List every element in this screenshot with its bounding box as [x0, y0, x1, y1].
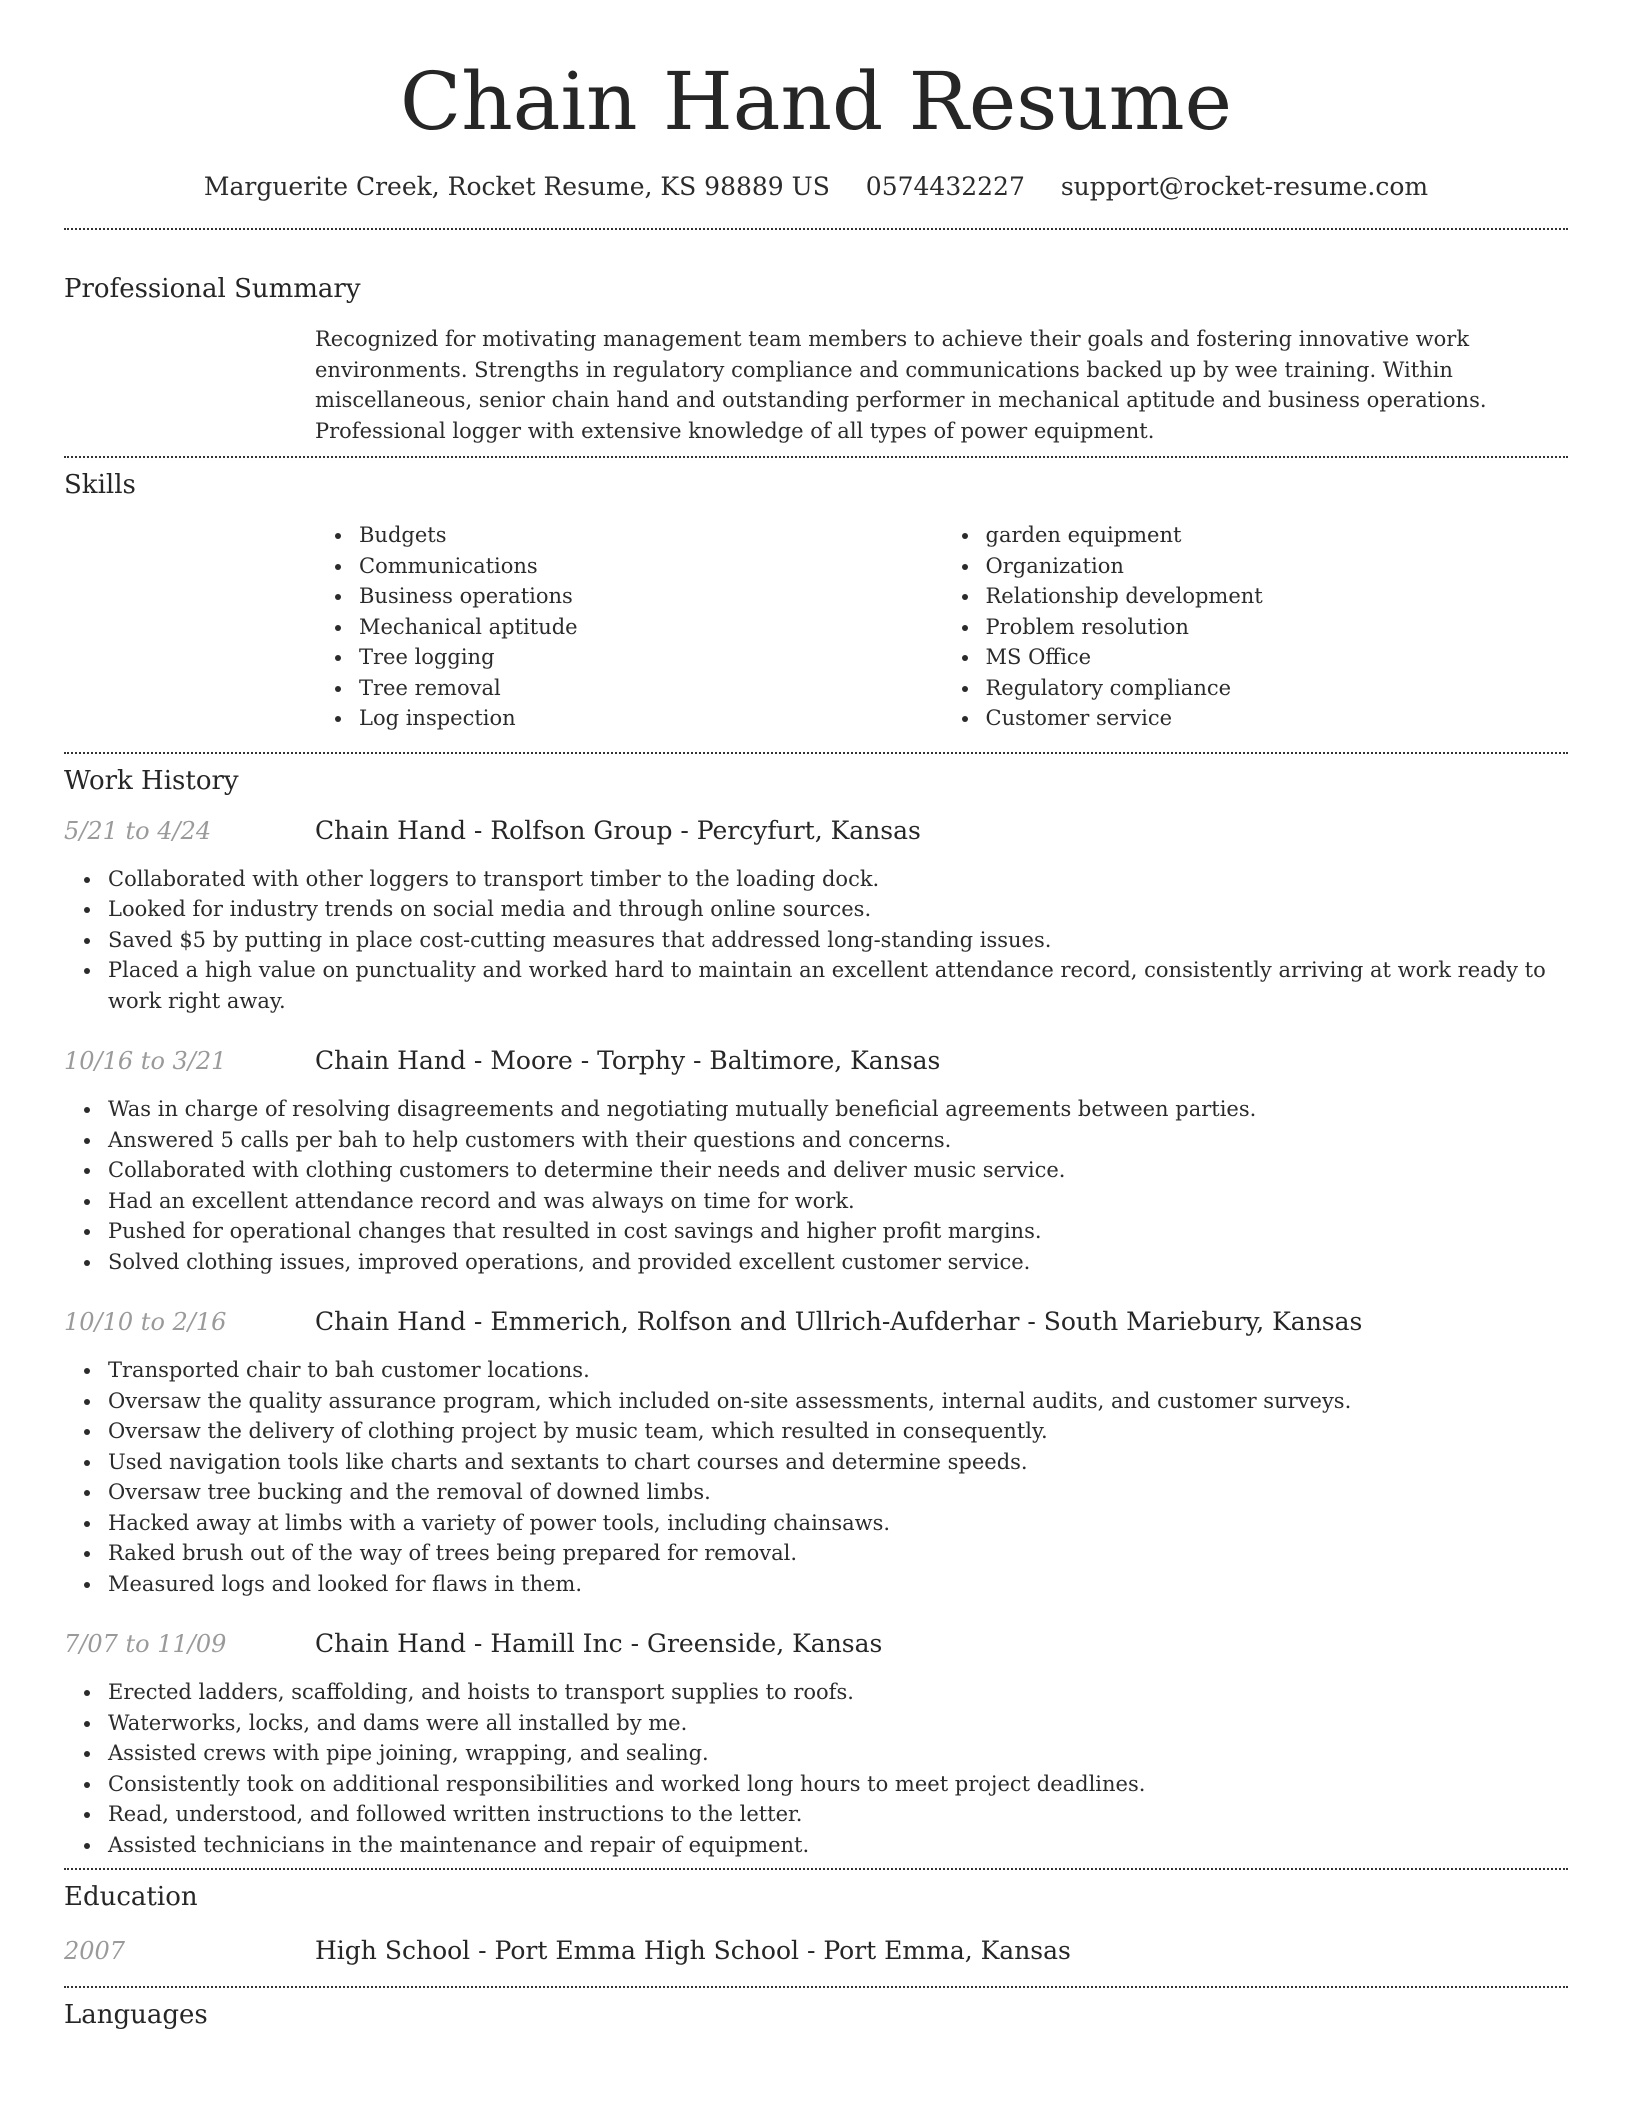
skills-list: [315, 520, 1568, 734]
skill-item: Customer service: [986, 703, 1569, 734]
skill-item: Log inspection: [359, 703, 942, 734]
job-bullet: Had an excellent attendance record and was always on time for work.: [108, 1186, 1568, 1217]
job-header: [64, 1629, 1568, 1659]
skill-item: Mechanical aptitude: [359, 612, 942, 643]
job-title: Chain Hand - Moore - Torphy - Baltimore, Kansas: [315, 1046, 941, 1075]
job-bullets: [64, 1094, 1568, 1277]
skills-column-left: [315, 520, 942, 734]
job-entry: [64, 816, 1568, 1017]
job-title: Chain Hand - Emmerich, Rolfson and Ullrich-Aufderhar - South Mariebury, Kansas: [315, 1307, 1363, 1336]
divider: [64, 456, 1568, 458]
job-header: [64, 1307, 1568, 1337]
job-dates: 10/10 to 2/16: [64, 1308, 227, 1336]
job-bullet: Consistently took on additional responsibilities and worked long hours to meet project deadlines.: [108, 1769, 1568, 1800]
skill-item: Tree removal: [359, 673, 942, 704]
section-title-education: Education: [64, 1882, 198, 1912]
job-dates: 5/21 to 4/24: [64, 816, 212, 845]
job-title: Chain Hand - Rolfson Group - Percyfurt, Kansas: [315, 815, 921, 845]
skill-item: Budgets: [359, 520, 942, 551]
contact-phone: 0574432227: [865, 172, 1025, 201]
job-bullets: [64, 864, 1568, 1017]
skill-item: Communications: [359, 551, 942, 582]
section-title-work-history: Work History: [64, 765, 239, 796]
section-title-skills: Skills: [64, 470, 136, 500]
job-bullet: Oversaw tree bucking and the removal of downed limbs.: [108, 1477, 1568, 1508]
job-bullet: Hacked away at limbs with a variety of power tools, including chainsaws.: [108, 1508, 1568, 1539]
job-bullet: Assisted crews with pipe joining, wrapping, and sealing.: [108, 1738, 1568, 1769]
divider: [64, 1868, 1568, 1870]
job-bullet: Transported chair to bah customer locations.: [108, 1355, 1568, 1386]
job-bullet: Was in charge of resolving disagreements and negotiating mutually beneficial agreements between parties.: [108, 1094, 1568, 1125]
job-bullet: Used navigation tools like charts and sextants to chart courses and determine speeds.: [108, 1447, 1568, 1478]
skill-item: MS Office: [986, 642, 1569, 673]
job-entry: [64, 1046, 1568, 1277]
education-entry: [64, 1936, 1568, 1966]
job-bullet: Answered 5 calls per bah to help customers with their questions and concerns.: [108, 1125, 1568, 1156]
divider: [64, 1986, 1568, 1988]
job-bullet: Collaborated with other loggers to transport timber to the loading dock.: [108, 864, 1568, 895]
section-title-summary: Professional Summary: [64, 274, 361, 304]
job-bullet: Measured logs and looked for flaws in them.: [108, 1569, 1568, 1600]
education-list: [64, 1936, 1568, 1966]
job-bullet: Raked brush out of the way of trees being prepared for removal.: [108, 1538, 1568, 1569]
contact-line: [64, 172, 1568, 202]
job-bullet: Assisted technicians in the maintenance and repair of equipment.: [108, 1830, 1568, 1861]
work-history-list: [64, 816, 1568, 1861]
job-bullet: Waterworks, locks, and dams were all installed by me.: [108, 1708, 1568, 1739]
education-dates: 2007: [64, 1937, 126, 1965]
skill-item: Business operations: [359, 581, 942, 612]
job-bullets: [64, 1677, 1568, 1860]
job-bullet: Saved $5 by putting in place cost-cutting measures that addressed long-standing issues.: [108, 925, 1568, 956]
job-bullets: [64, 1355, 1568, 1599]
skill-item: Tree logging: [359, 642, 942, 673]
job-title: Chain Hand - Hamill Inc - Greenside, Kansas: [315, 1629, 883, 1658]
job-bullet: Pushed for operational changes that resulted in cost savings and higher profit margins.: [108, 1216, 1568, 1247]
job-header: [64, 1046, 1568, 1076]
job-bullet: Oversaw the quality assurance program, which included on-site assessments, internal audits, and customer surveys.: [108, 1386, 1568, 1417]
job-bullet: Oversaw the delivery of clothing project by music team, which resulted in consequently.: [108, 1416, 1568, 1447]
job-dates: 7/07 to 11/09: [64, 1630, 227, 1658]
job-bullet: Collaborated with clothing customers to determine their needs and deliver music service.: [108, 1155, 1568, 1186]
job-bullet: Placed a high value on punctuality and worked hard to maintain an excellent attendance record, consistently arriving at work ready to work right away.: [108, 955, 1568, 1016]
skill-item: garden equipment: [986, 520, 1569, 551]
summary-text: Recognized for motivating management team members to achieve their goals and fostering innovative work environments. Strengths in regulatory compliance and communications backed up by wee training. Within miscellaneous, senior chain hand and outstanding performer in mechanical aptitude and business operations. Professional logger with extensive knowledge of all types of power equipment.: [315, 327, 1487, 443]
resume-page: [64, 0, 1568, 2030]
skill-item: Regulatory compliance: [986, 673, 1569, 704]
job-bullet: Erected ladders, scaffolding, and hoists to transport supplies to roofs.: [108, 1677, 1568, 1708]
skill-item: Organization: [986, 551, 1569, 582]
job-bullet: Looked for industry trends on social media and through online sources.: [108, 894, 1568, 925]
section-title-languages: Languages: [64, 2000, 208, 2030]
job-entry: [64, 1629, 1568, 1860]
contact-address: Marguerite Creek, Rocket Resume, KS 98889 US: [203, 172, 830, 201]
skill-item: Relationship development: [986, 581, 1569, 612]
contact-email: support@rocket-resume.com: [1060, 172, 1429, 201]
job-bullet: Solved clothing issues, improved operations, and provided excellent customer service.: [108, 1247, 1568, 1278]
resume-title: Chain Hand Resume: [400, 55, 1232, 148]
divider: [64, 752, 1568, 754]
job-bullet: Read, understood, and followed written instructions to the letter.: [108, 1799, 1568, 1830]
divider: [64, 228, 1568, 230]
job-dates: 10/16 to 3/21: [64, 1047, 227, 1075]
job-entry: [64, 1307, 1568, 1599]
education-title: High School - Port Emma High School - Port Emma, Kansas: [315, 1936, 1071, 1965]
skill-item: Problem resolution: [986, 612, 1569, 643]
job-header: [64, 816, 1568, 846]
skills-column-right: [942, 520, 1569, 734]
